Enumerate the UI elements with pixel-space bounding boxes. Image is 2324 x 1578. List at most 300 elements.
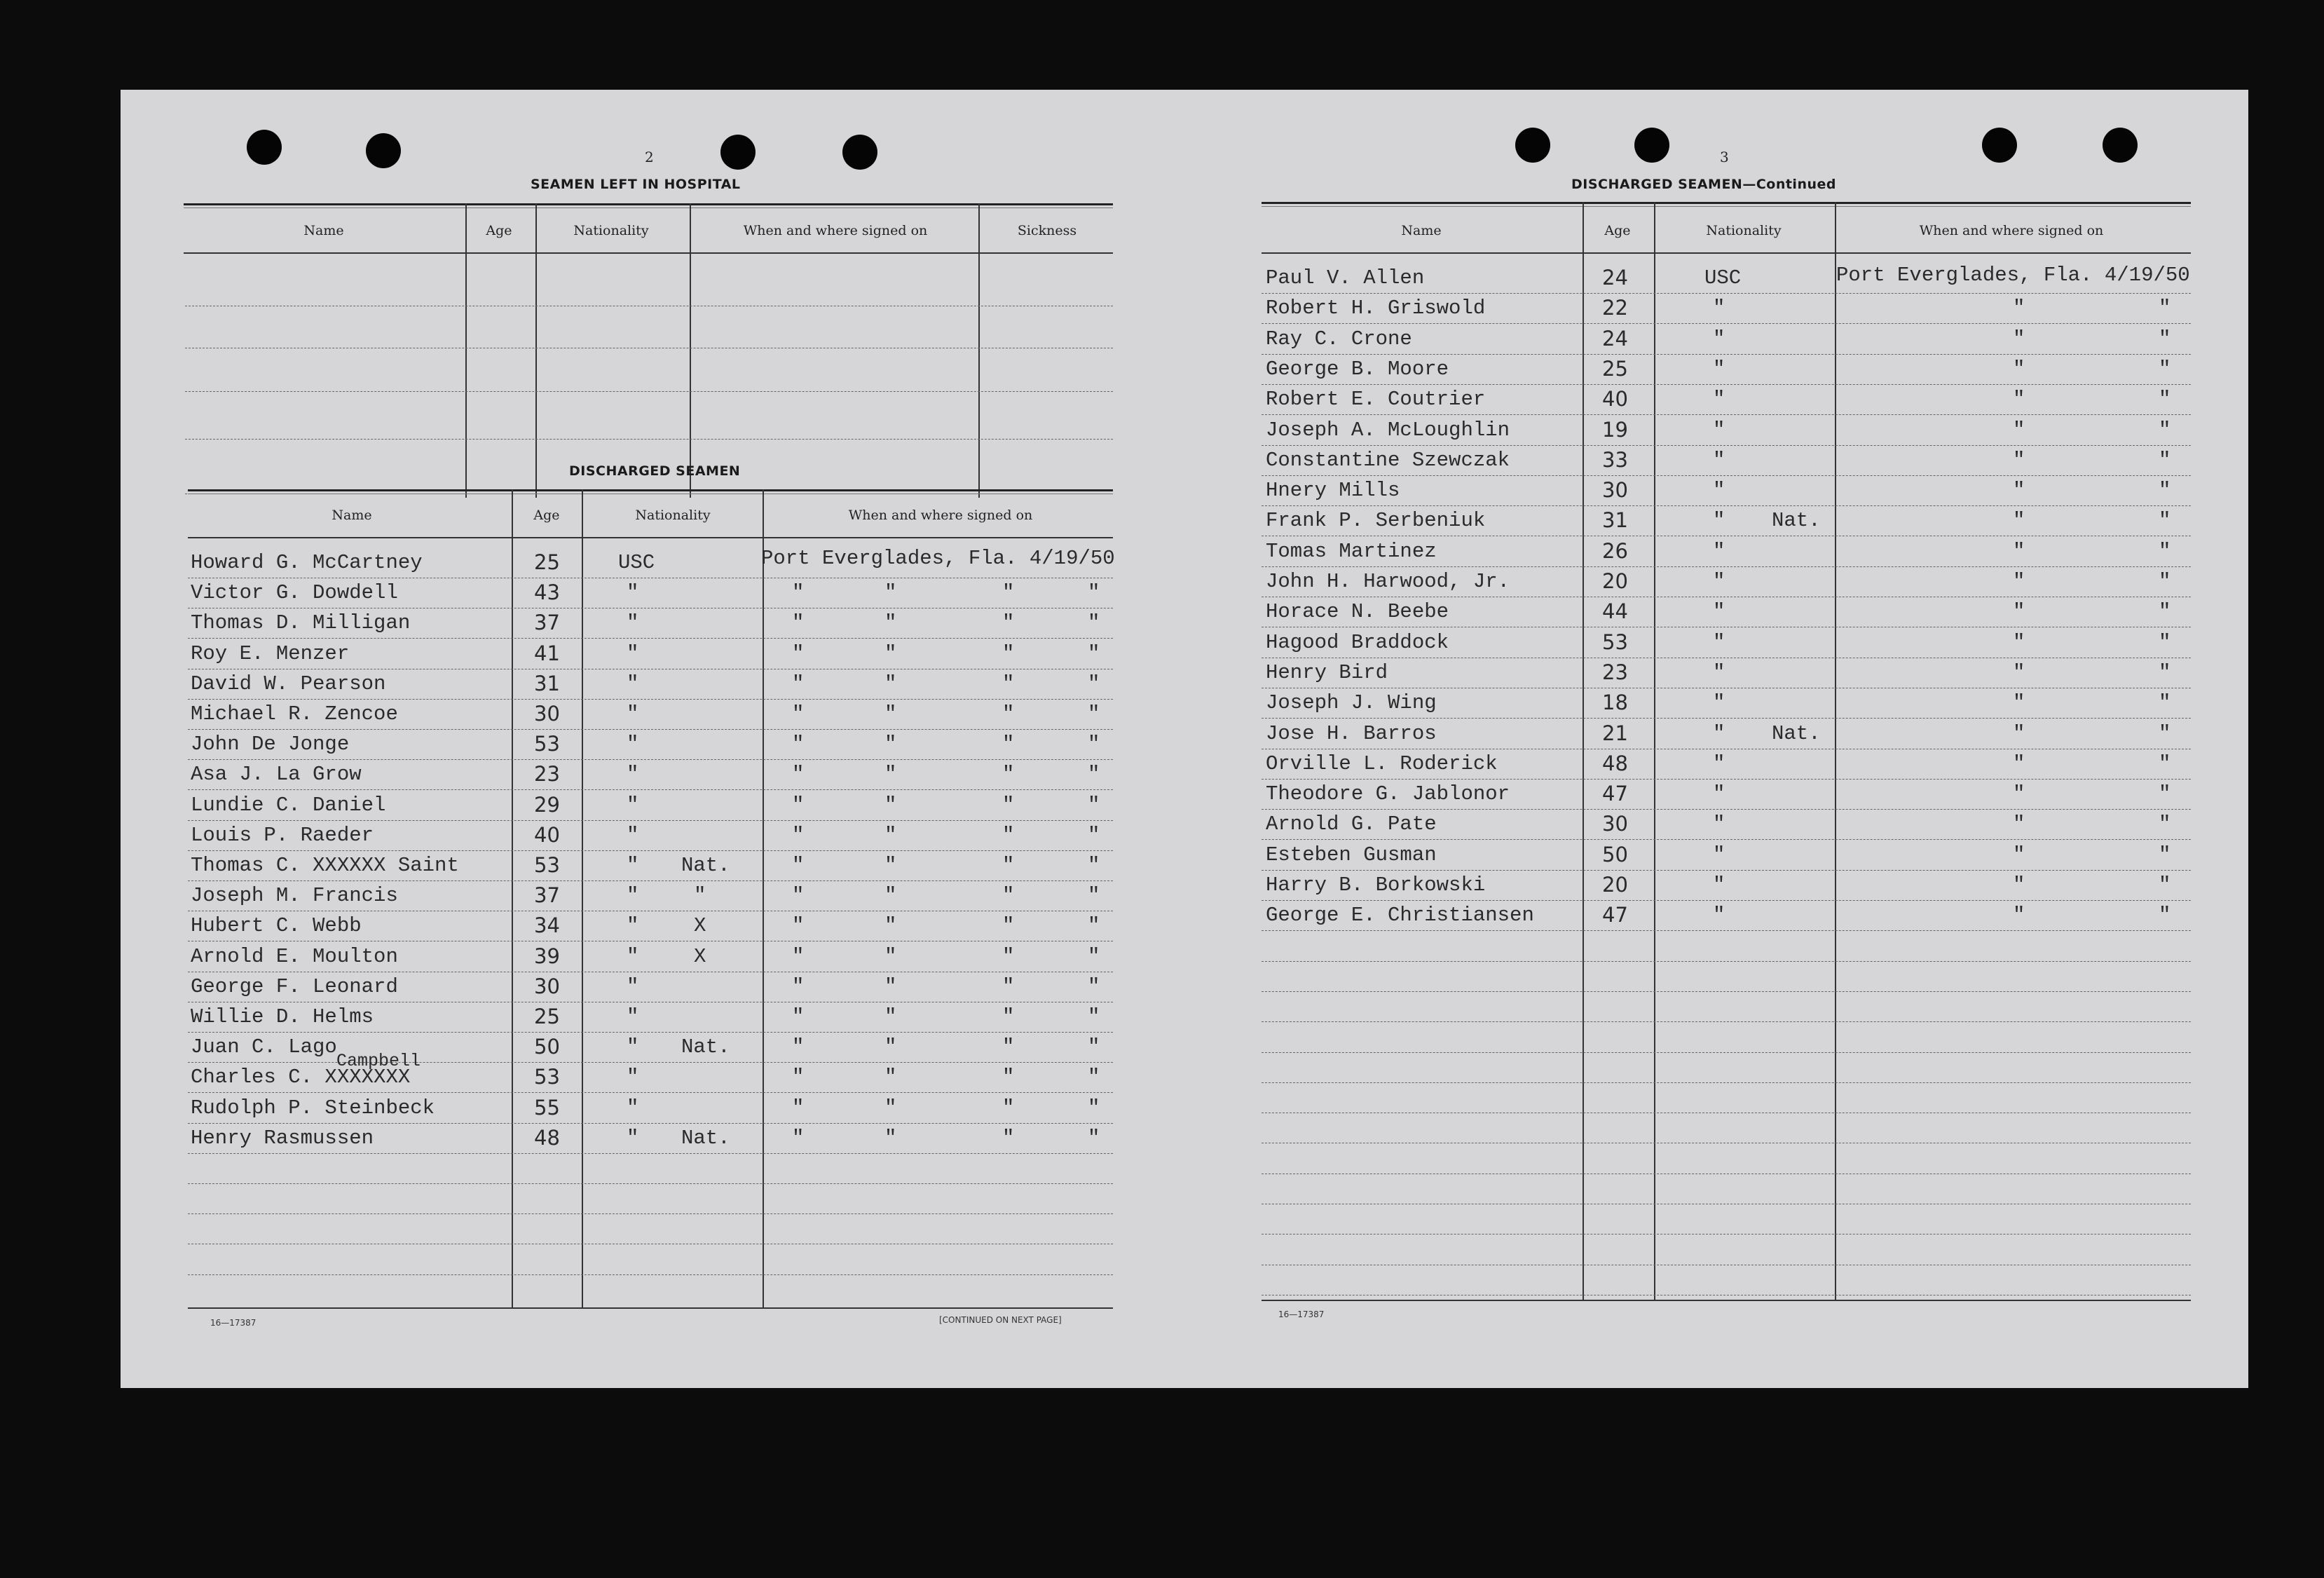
ditto-mark: " xyxy=(2159,873,2171,897)
ditto-mark: " xyxy=(792,884,805,907)
ditto-mark: " xyxy=(884,611,897,634)
ditto-mark: " xyxy=(1088,945,1100,968)
ditto-mark: " xyxy=(2013,358,2025,381)
table-rule xyxy=(1262,505,2191,506)
ditto-mark: " xyxy=(2013,691,2025,714)
seaman-nationality: " xyxy=(1713,722,1725,745)
seaman-nationality: " xyxy=(1713,509,1725,532)
ditto-mark: " xyxy=(792,642,805,665)
seaman-nationality: " xyxy=(627,1066,639,1089)
seaman-naturalized: X xyxy=(694,914,706,937)
seaman-age: 23 xyxy=(1602,660,1628,684)
ditto-mark: " xyxy=(1002,642,1015,665)
seaman-nationality: " xyxy=(1713,327,1725,351)
column-divider xyxy=(512,489,513,1308)
seaman-name: John H. Harwood, Jr. xyxy=(1266,570,1510,593)
seaman-naturalized: Nat. xyxy=(681,854,730,877)
seaman-name: Harry B. Borkowski xyxy=(1266,873,1486,897)
seaman-naturalized: Nat. xyxy=(1772,509,1821,532)
ditto-mark: " xyxy=(2159,752,2171,775)
ditto-mark: " xyxy=(1088,1127,1100,1150)
ditto-mark: " xyxy=(2013,600,2025,623)
table-rule xyxy=(1262,961,2191,962)
ditto-mark: " xyxy=(1002,884,1015,907)
ditto-mark: " xyxy=(884,672,897,695)
column-header: Name xyxy=(331,508,372,523)
ditto-mark: " xyxy=(2159,631,2171,654)
seaman-nationality: " xyxy=(1713,297,1725,320)
table-rule xyxy=(188,789,1113,790)
column-header: When and where signed on xyxy=(743,223,928,238)
ditto-mark: " xyxy=(792,672,805,695)
seaman-nationality: " xyxy=(627,642,639,665)
ditto-mark: " xyxy=(884,763,897,786)
seaman-naturalized: Nat. xyxy=(1772,722,1821,745)
seaman-nationality: " xyxy=(627,581,639,604)
discharged-continued-title xyxy=(1571,177,1836,192)
seaman-age: 20 xyxy=(1602,873,1628,897)
ditto-mark: " xyxy=(2159,570,2171,593)
seaman-age: 40 xyxy=(1602,387,1628,411)
ditto-mark: " xyxy=(884,1066,897,1089)
table-rule xyxy=(1262,839,2191,840)
ditto-mark: " xyxy=(2013,843,2025,866)
seaman-nationality: " xyxy=(1713,691,1725,714)
seaman-age: 18 xyxy=(1602,691,1628,714)
column-header: When and where signed on xyxy=(848,508,1033,523)
column-divider xyxy=(1835,202,1836,1301)
seaman-nationality: " xyxy=(627,854,639,877)
table-rule xyxy=(188,729,1113,730)
seaman-age: 24 xyxy=(1602,266,1628,290)
seaman-nationality: " xyxy=(627,1096,639,1120)
table-rule xyxy=(188,1153,1113,1154)
punch-hole xyxy=(720,135,756,170)
ditto-mark: " xyxy=(2159,388,2171,411)
ditto-mark: " xyxy=(1002,945,1015,968)
seaman-age: 50 xyxy=(1602,843,1628,866)
ditto-mark: " xyxy=(2159,661,2171,684)
seaman-name: Joseph A. McLoughlin xyxy=(1266,419,1510,442)
seaman-name: Frank P. Serbeniuk xyxy=(1266,509,1486,532)
hospital-title: SEAMEN LEFT IN HOSPITAL xyxy=(531,177,741,192)
seaman-name: Michael R. Zencoe xyxy=(191,702,398,726)
seaman-name: Ray C. Crone xyxy=(1266,327,1412,351)
punch-hole xyxy=(1982,128,2017,163)
signed-on: Port Everglades, Fla. 4/19/50 xyxy=(761,547,1115,570)
ditto-mark: " xyxy=(1088,914,1100,937)
ditto-mark: " xyxy=(1002,1096,1015,1120)
seaman-age: 25 xyxy=(534,550,560,574)
ditto-mark: " xyxy=(792,794,805,817)
seaman-name: Willie D. Helms xyxy=(191,1005,374,1028)
seaman-age: 19 xyxy=(1602,418,1628,442)
ditto-mark: " xyxy=(884,1127,897,1150)
table-rule xyxy=(188,820,1113,821)
ditto-mark: " xyxy=(2013,570,2025,593)
ditto-mark: " xyxy=(1002,794,1015,817)
ditto-mark: " xyxy=(792,824,805,847)
ditto-mark: " xyxy=(2159,419,2171,442)
ditto-mark: " xyxy=(1002,1066,1015,1089)
seaman-nationality: " xyxy=(1713,904,1725,927)
continued-note: [CONTINUED ON NEXT PAGE] xyxy=(939,1315,1062,1325)
table-rule xyxy=(1262,1082,2191,1083)
table-rule xyxy=(185,439,1113,440)
seaman-name: Rudolph P. Steinbeck xyxy=(191,1096,435,1120)
punch-hole xyxy=(1634,128,1669,163)
ditto-mark: " xyxy=(2159,722,2171,745)
seaman-age: 30 xyxy=(1602,812,1628,836)
ditto-mark: " xyxy=(792,854,805,877)
ditto-mark: " xyxy=(2159,540,2171,563)
seaman-name: Joseph M. Francis xyxy=(191,884,398,907)
seaman-nationality: " xyxy=(1713,388,1725,411)
ditto-mark: " xyxy=(884,702,897,726)
seaman-nationality: " xyxy=(627,824,639,847)
ditto-mark: " xyxy=(884,884,897,907)
column-header: Name xyxy=(303,223,344,238)
seaman-age: 37 xyxy=(534,883,560,907)
seaman-name: Orville L. Roderick xyxy=(1266,752,1498,775)
seaman-age: 33 xyxy=(1602,448,1628,472)
ditto-mark: " xyxy=(1088,611,1100,634)
seaman-nationality: " xyxy=(1713,479,1725,502)
seaman-naturalized: Nat. xyxy=(681,1035,730,1059)
column-divider xyxy=(582,489,583,1308)
ditto-mark: " xyxy=(884,1005,897,1028)
column-divider xyxy=(690,203,691,498)
seaman-nationality: " xyxy=(1713,449,1725,472)
ditto-mark: " xyxy=(884,581,897,604)
ditto-mark: " xyxy=(2159,327,2171,351)
punch-hole xyxy=(2103,128,2138,163)
table-rule xyxy=(188,1274,1113,1275)
table-rule xyxy=(1262,566,2191,567)
ditto-mark: " xyxy=(1088,794,1100,817)
seaman-name: Louis P. Raeder xyxy=(191,824,374,847)
seaman-age: 53 xyxy=(1602,630,1628,654)
seaman-naturalized: Nat. xyxy=(681,1127,730,1150)
ditto-mark: " xyxy=(884,914,897,937)
seaman-name: Robert E. Coutrier xyxy=(1266,388,1486,411)
ditto-mark: " xyxy=(1088,1066,1100,1089)
seaman-naturalized: X xyxy=(694,945,706,968)
ditto-mark: " xyxy=(792,1035,805,1059)
seaman-name: Hagood Braddock xyxy=(1266,631,1449,654)
seaman-name: Roy E. Menzer xyxy=(191,642,350,665)
seaman-name: Thomas C. XXXXXX Saint xyxy=(191,854,459,877)
table-rule xyxy=(188,759,1113,760)
document-sheet xyxy=(121,90,2248,1388)
seaman-naturalized: " xyxy=(694,884,706,907)
ditto-mark: " xyxy=(1002,1035,1015,1059)
ditto-mark: " xyxy=(884,824,897,847)
seaman-name: Thomas D. Milligan xyxy=(191,611,411,634)
seaman-name: Charles C. XXXXXXX xyxy=(191,1066,411,1089)
seaman-name: Tomas Martinez xyxy=(1266,540,1437,563)
seaman-nationality: " xyxy=(1713,873,1725,897)
column-divider xyxy=(465,203,467,498)
seaman-age: 48 xyxy=(534,1126,560,1150)
column-header: Age xyxy=(486,223,512,238)
seaman-nationality: " xyxy=(627,794,639,817)
form-number-right: 16—17387 xyxy=(1278,1310,1325,1319)
ditto-mark: " xyxy=(1088,763,1100,786)
ditto-mark: " xyxy=(1088,733,1100,756)
seaman-name: Hnery Mills xyxy=(1266,479,1400,502)
title-continued: —Continued xyxy=(1742,177,1836,192)
ditto-mark: " xyxy=(2013,449,2025,472)
column-header: When and where signed on xyxy=(1919,223,2104,238)
seaman-name: Robert H. Griswold xyxy=(1266,297,1486,320)
ditto-mark: " xyxy=(792,975,805,998)
table-rule xyxy=(1262,1052,2191,1053)
seaman-nationality: " xyxy=(627,733,639,756)
table-rule xyxy=(1262,354,2191,355)
seaman-nationality: " xyxy=(1713,358,1725,381)
ditto-mark: " xyxy=(1002,854,1015,877)
campbell-note: Campbell xyxy=(336,1051,421,1071)
column-divider xyxy=(1654,202,1655,1301)
ditto-mark: " xyxy=(2013,419,2025,442)
ditto-mark: " xyxy=(884,733,897,756)
seaman-age: 50 xyxy=(534,1035,560,1059)
seaman-name: Arnold E. Moulton xyxy=(191,945,398,968)
seaman-age: 20 xyxy=(1602,569,1628,593)
title-main: DISCHARGED SEAMEN xyxy=(1571,177,1743,192)
seaman-name: Joseph J. Wing xyxy=(1266,691,1437,714)
seaman-nationality: " xyxy=(1713,600,1725,623)
column-header: Age xyxy=(533,508,560,523)
table-rule xyxy=(188,1062,1113,1063)
ditto-mark: " xyxy=(1002,581,1015,604)
seaman-nationality: " xyxy=(627,884,639,907)
seaman-age: 31 xyxy=(1602,508,1628,532)
punch-hole xyxy=(1515,128,1550,163)
ditto-mark: " xyxy=(1088,672,1100,695)
ditto-mark: " xyxy=(1002,1005,1015,1028)
ditto-mark: " xyxy=(792,763,805,786)
seaman-age: 53 xyxy=(534,1065,560,1089)
punch-hole xyxy=(842,135,877,170)
seaman-nationality: " xyxy=(1713,812,1725,836)
seaman-age: 44 xyxy=(1602,599,1628,623)
seaman-nationality: " xyxy=(627,914,639,937)
ditto-mark: " xyxy=(1002,733,1015,756)
seaman-age: 24 xyxy=(1602,327,1628,351)
seaman-age: 34 xyxy=(534,913,560,937)
table-rule xyxy=(188,1032,1113,1033)
punch-hole xyxy=(247,130,282,165)
seaman-nationality: " xyxy=(1713,419,1725,442)
seaman-age: 23 xyxy=(534,762,560,786)
table-rule xyxy=(188,1123,1113,1124)
ditto-mark: " xyxy=(884,642,897,665)
ditto-mark: " xyxy=(792,581,805,604)
seaman-nationality: " xyxy=(1713,631,1725,654)
seaman-age: 30 xyxy=(534,974,560,998)
seaman-nationality: " xyxy=(627,611,639,634)
table-rule xyxy=(188,1092,1113,1093)
seaman-name: Horace N. Beebe xyxy=(1266,600,1449,623)
table-rule xyxy=(1262,445,2191,446)
ditto-mark: " xyxy=(792,733,805,756)
seaman-name: Paul V. Allen xyxy=(1266,266,1425,290)
column-divider xyxy=(535,203,537,498)
punch-hole xyxy=(366,133,401,168)
ditto-mark: " xyxy=(1002,1127,1015,1150)
ditto-mark: " xyxy=(884,945,897,968)
ditto-mark: " xyxy=(2159,479,2171,502)
ditto-mark: " xyxy=(2013,661,2025,684)
ditto-mark: " xyxy=(792,1066,805,1089)
seaman-name: Hubert C. Webb xyxy=(191,914,362,937)
seaman-name: Asa J. La Grow xyxy=(191,763,362,786)
ditto-mark: " xyxy=(792,702,805,726)
seaman-name: George F. Leonard xyxy=(191,975,398,998)
ditto-mark: " xyxy=(2013,873,2025,897)
column-header: Name xyxy=(1401,223,1442,238)
seaman-nationality: " xyxy=(1713,752,1725,775)
ditto-mark: " xyxy=(1088,1096,1100,1120)
ditto-mark: " xyxy=(792,611,805,634)
ditto-mark: " xyxy=(2013,752,2025,775)
seaman-age: 25 xyxy=(534,1005,560,1028)
table-rule xyxy=(188,1183,1113,1184)
table-rule xyxy=(1262,718,2191,719)
seaman-nationality: " xyxy=(627,1035,639,1059)
seaman-nationality: " xyxy=(627,672,639,695)
seaman-nationality: " xyxy=(627,1127,639,1150)
ditto-mark: " xyxy=(2013,388,2025,411)
ditto-mark: " xyxy=(2159,297,2171,320)
column-divider xyxy=(763,489,764,1308)
ditto-mark: " xyxy=(1088,581,1100,604)
seaman-name: Constantine Szewczak xyxy=(1266,449,1510,472)
ditto-mark: " xyxy=(2013,631,2025,654)
ditto-mark: " xyxy=(2159,449,2171,472)
seaman-age: 53 xyxy=(534,853,560,877)
ditto-mark: " xyxy=(2013,812,2025,836)
seaman-age: 43 xyxy=(534,580,560,604)
seaman-name: Arnold G. Pate xyxy=(1266,812,1437,836)
ditto-mark: " xyxy=(1002,611,1015,634)
seaman-age: 37 xyxy=(534,611,560,634)
ditto-mark: " xyxy=(2013,722,2025,745)
seaman-name: Esteben Gusman xyxy=(1266,843,1437,866)
seaman-age: 30 xyxy=(534,702,560,726)
table-rule xyxy=(1262,475,2191,476)
table-rule xyxy=(1262,870,2191,871)
seaman-name: Howard G. McCartney xyxy=(191,551,423,574)
ditto-mark: " xyxy=(2013,904,2025,927)
ditto-mark: " xyxy=(1002,914,1015,937)
ditto-mark: " xyxy=(2013,540,2025,563)
ditto-mark: " xyxy=(2013,327,2025,351)
ditto-mark: " xyxy=(1088,1035,1100,1059)
seaman-name: Jose H. Barros xyxy=(1266,722,1437,745)
table-rule xyxy=(1262,414,2191,415)
ditto-mark: " xyxy=(884,1096,897,1120)
seaman-age: 39 xyxy=(534,944,560,968)
ditto-mark: " xyxy=(1002,763,1015,786)
ditto-mark: " xyxy=(1002,672,1015,695)
table-rule xyxy=(1262,809,2191,810)
column-header: Nationality xyxy=(1706,223,1782,238)
ditto-mark: " xyxy=(1088,975,1100,998)
table-rule xyxy=(188,850,1113,851)
seaman-age: 29 xyxy=(534,793,560,817)
seaman-age: 53 xyxy=(534,732,560,756)
seaman-age: 48 xyxy=(1602,751,1628,775)
seaman-name: John De Jonge xyxy=(191,733,350,756)
table-rule xyxy=(1262,991,2191,992)
ditto-mark: " xyxy=(2013,479,2025,502)
ditto-mark: " xyxy=(1088,702,1100,726)
ditto-mark: " xyxy=(792,1005,805,1028)
seaman-nationality: " xyxy=(1713,782,1725,805)
page-number-right: 3 xyxy=(1720,149,1729,165)
ditto-mark: " xyxy=(792,914,805,937)
seaman-nationality: " xyxy=(1713,540,1725,563)
ditto-mark: " xyxy=(2159,358,2171,381)
table-rule xyxy=(1262,1021,2191,1022)
seaman-name: David W. Pearson xyxy=(191,672,386,695)
seaman-age: 47 xyxy=(1602,782,1628,805)
seaman-age: 25 xyxy=(1602,357,1628,381)
table-rule xyxy=(1262,323,2191,324)
ditto-mark: " xyxy=(1002,824,1015,847)
ditto-mark: " xyxy=(2159,812,2171,836)
column-divider xyxy=(978,203,980,498)
discharged-title: DISCHARGED SEAMEN xyxy=(569,463,741,479)
ditto-mark: " xyxy=(2159,600,2171,623)
column-header: Sickness xyxy=(1017,223,1077,238)
column-header: Nationality xyxy=(573,223,649,238)
seaman-name: George E. Christiansen xyxy=(1266,904,1534,927)
ditto-mark: " xyxy=(1002,702,1015,726)
table-rule xyxy=(188,880,1113,881)
ditto-mark: " xyxy=(1002,975,1015,998)
ditto-mark: " xyxy=(2159,782,2171,805)
seaman-nationality: " xyxy=(627,945,639,968)
seaman-name: George B. Moore xyxy=(1266,358,1449,381)
seaman-age: 21 xyxy=(1602,721,1628,745)
seaman-nationality: " xyxy=(627,763,639,786)
seaman-name: Henry Rasmussen xyxy=(191,1127,374,1150)
ditto-mark: " xyxy=(884,854,897,877)
seaman-age: 30 xyxy=(1602,478,1628,502)
table-rule xyxy=(188,638,1113,639)
table-rule xyxy=(1262,930,2191,931)
ditto-mark: " xyxy=(792,1096,805,1120)
ditto-mark: " xyxy=(2159,691,2171,714)
ditto-mark: " xyxy=(792,1127,805,1150)
ditto-mark: " xyxy=(1088,1005,1100,1028)
seaman-age: 47 xyxy=(1602,903,1628,927)
signed-on: Port Everglades, Fla. 4/19/50 xyxy=(1836,264,2190,287)
seaman-name: Henry Bird xyxy=(1266,661,1388,684)
seaman-age: 55 xyxy=(534,1096,560,1120)
seaman-nationality: " xyxy=(1713,843,1725,866)
seaman-name: Juan C. Lago xyxy=(191,1035,337,1059)
ditto-mark: " xyxy=(792,945,805,968)
table-rule xyxy=(1262,900,2191,901)
column-divider xyxy=(1583,202,1584,1301)
ditto-mark: " xyxy=(2159,843,2171,866)
seaman-nationality: " xyxy=(627,1005,639,1028)
